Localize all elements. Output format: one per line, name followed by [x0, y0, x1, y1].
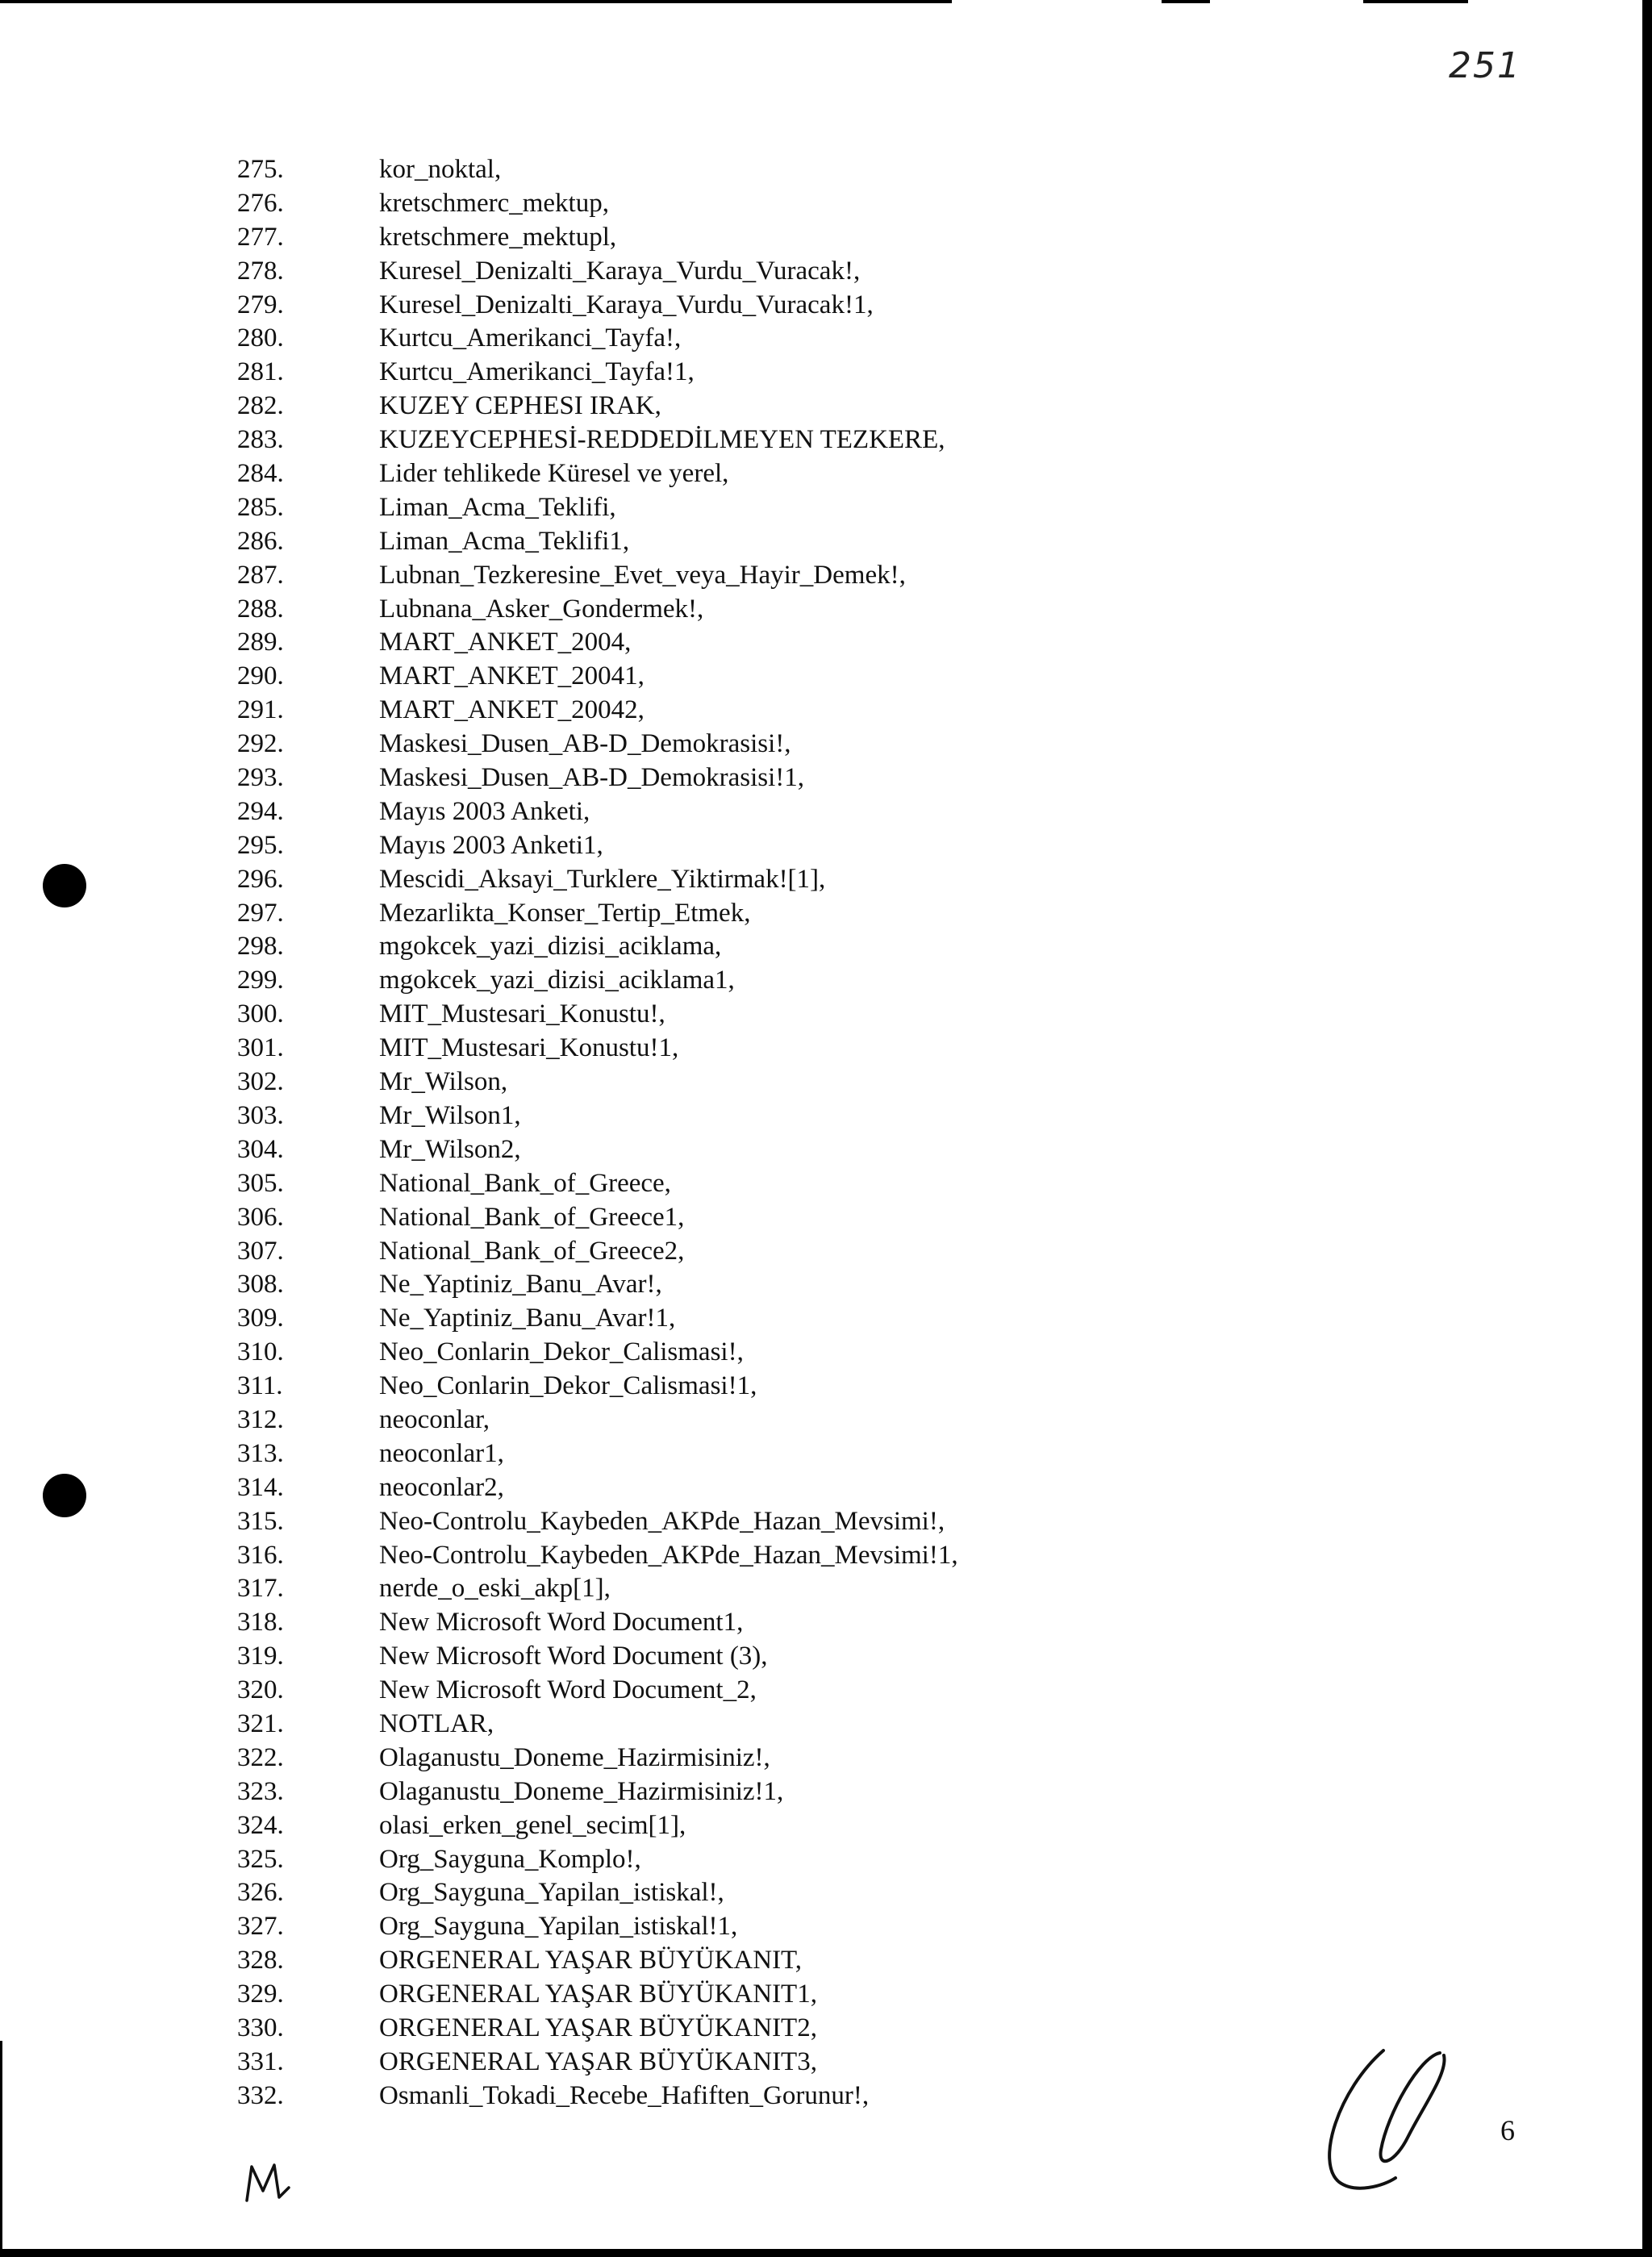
item-number: 313.	[237, 1438, 284, 1468]
item-number: 326.	[237, 1878, 284, 1908]
file-name-list	[0, 153, 1371, 2113]
item-text: ORGENERAL YAŞAR BÜYÜKANIT3,	[379, 2046, 817, 2076]
list-item	[0, 2080, 1371, 2113]
item-number: 304.	[237, 1134, 284, 1164]
item-text: New Microsoft Word Document_2,	[379, 1675, 757, 1705]
item-number: 308.	[237, 1270, 284, 1300]
item-number: 292.	[237, 729, 284, 759]
item-text: Neo_Conlarin_Dekor_Calismasi!1,	[379, 1371, 757, 1401]
list-item	[0, 1742, 1371, 1775]
list-item	[0, 559, 1371, 593]
signature-mark	[1307, 2041, 1468, 2202]
item-text: Mayıs 2003 Anketi,	[379, 796, 590, 826]
item-number: 287.	[237, 560, 284, 590]
item-text: Ne_Yaptiniz_Banu_Avar!,	[379, 1270, 662, 1300]
item-number: 295.	[237, 830, 284, 860]
item-number: 303.	[237, 1100, 284, 1130]
list-item	[0, 626, 1371, 660]
list-item	[0, 863, 1371, 897]
item-number: 294.	[237, 796, 284, 826]
item-number: 286.	[237, 526, 284, 556]
item-number: 315.	[237, 1506, 284, 1536]
item-number: 280.	[237, 323, 284, 353]
initials-mark	[242, 2159, 315, 2207]
list-item	[0, 1640, 1371, 1674]
item-text: mgokcek_yazi_dizisi_aciklama1,	[379, 966, 735, 995]
item-text: National_Bank_of_Greece2,	[379, 1236, 685, 1266]
item-text: Maskesi_Dusen_AB-D_Demokrasisi!,	[379, 729, 791, 759]
item-number: 289.	[237, 628, 284, 657]
item-number: 291.	[237, 695, 284, 725]
list-item	[0, 660, 1371, 694]
item-text: Kurtcu_Amerikanci_Tayfa!,	[379, 323, 682, 353]
item-text: neoconlar,	[379, 1404, 490, 1434]
item-number: 324.	[237, 1810, 284, 1840]
item-number: 316.	[237, 1540, 284, 1570]
list-item	[0, 390, 1371, 423]
item-number: 309.	[237, 1304, 284, 1333]
item-number: 302.	[237, 1067, 284, 1097]
item-number: 284.	[237, 459, 284, 489]
list-item	[0, 1809, 1371, 1843]
list-item	[0, 255, 1371, 289]
list-item	[0, 1133, 1371, 1167]
item-number: 276.	[237, 188, 284, 218]
item-text: Neo-Controlu_Kaybeden_AKPde_Hazan_Mevsimi!,	[379, 1506, 945, 1536]
item-number: 307.	[237, 1236, 284, 1266]
list-item	[0, 1606, 1371, 1640]
list-item	[0, 356, 1371, 390]
item-text: Mr_Wilson,	[379, 1067, 508, 1097]
list-item	[0, 1539, 1371, 1573]
item-number: 285.	[237, 492, 284, 522]
item-text: Olaganustu_Doneme_Hazirmisiniz!,	[379, 1742, 770, 1772]
item-number: 314.	[237, 1472, 284, 1502]
list-item	[0, 1775, 1371, 1809]
item-text: Mayıs 2003 Anketi1,	[379, 830, 603, 860]
list-item	[0, 1167, 1371, 1201]
list-item	[0, 1336, 1371, 1370]
item-number: 283.	[237, 425, 284, 455]
item-text: mgokcek_yazi_dizisi_aciklama,	[379, 932, 722, 962]
item-text: KUZEY CEPHESI IRAK,	[379, 391, 661, 421]
item-text: National_Bank_of_Greece1,	[379, 1202, 685, 1232]
list-item	[0, 1370, 1371, 1404]
item-number: 288.	[237, 594, 284, 624]
item-number: 290.	[237, 661, 284, 691]
list-item	[0, 1876, 1371, 1910]
item-text: NOTLAR,	[379, 1708, 494, 1738]
item-number: 332.	[237, 2080, 284, 2110]
item-text: MIT_Mustesari_Konustu!,	[379, 999, 665, 1029]
item-number: 320.	[237, 1675, 284, 1705]
list-item	[0, 930, 1371, 964]
item-text: kretschmere_mektupl,	[379, 222, 617, 252]
scan-edge-bottom	[0, 2249, 1652, 2257]
list-item	[0, 289, 1371, 323]
list-item	[0, 187, 1371, 221]
handwritten-page-number: 251	[1449, 45, 1521, 86]
list-item	[0, 795, 1371, 829]
list-item	[0, 491, 1371, 525]
item-number: 305.	[237, 1168, 284, 1198]
item-number: 318.	[237, 1608, 284, 1637]
list-item	[0, 829, 1371, 863]
list-item	[0, 1944, 1371, 1978]
item-text: New Microsoft Word Document1,	[379, 1608, 744, 1637]
item-number: 300.	[237, 999, 284, 1029]
item-text: KUZEYCEPHESİ-REDDEDİLMEYEN TEZKERE,	[379, 425, 945, 455]
item-text: nerde_o_eski_akp[1],	[379, 1574, 611, 1604]
item-text: Org_Sayguna_Yapilan_istiskal!,	[379, 1878, 724, 1908]
item-number: 293.	[237, 763, 284, 793]
scan-edge-top	[1162, 0, 1210, 3]
item-number: 297.	[237, 898, 284, 928]
list-item	[0, 457, 1371, 491]
list-item	[0, 998, 1371, 1032]
list-item	[0, 897, 1371, 931]
item-text: MART_ANKET_2004,	[379, 628, 632, 657]
list-item	[0, 1843, 1371, 1877]
list-item	[0, 1910, 1371, 1944]
item-number: 299.	[237, 966, 284, 995]
item-text: MART_ANKET_20041,	[379, 661, 645, 691]
list-item	[0, 1674, 1371, 1708]
item-text: Mescidi_Aksayi_Turklere_Yiktirmak![1],	[379, 864, 826, 894]
item-number: 301.	[237, 1033, 284, 1063]
list-item	[0, 423, 1371, 457]
item-number: 328.	[237, 1946, 284, 1975]
item-number: 296.	[237, 864, 284, 894]
item-number: 330.	[237, 2013, 284, 2042]
item-text: Kurtcu_Amerikanci_Tayfa!1,	[379, 357, 695, 387]
item-text: Kuresel_Denizalti_Karaya_Vurdu_Vuracak!,	[379, 256, 861, 286]
list-item	[0, 694, 1371, 728]
item-text: Lubnana_Asker_Gondermek!,	[379, 594, 704, 624]
item-text: Org_Sayguna_Yapilan_istiskal!1,	[379, 1912, 738, 1942]
item-text: Lider tehlikede Küresel ve yerel,	[379, 459, 729, 489]
item-text: Liman_Acma_Teklifi1,	[379, 526, 630, 556]
item-text: Neo_Conlarin_Dekor_Calismasi!,	[379, 1337, 744, 1367]
list-item	[0, 1978, 1371, 2012]
item-text: Osmanli_Tokadi_Recebe_Hafiften_Gorunur!,	[379, 2080, 870, 2110]
scan-edge-right	[1642, 0, 1652, 2257]
list-item	[0, 221, 1371, 255]
item-text: Ne_Yaptiniz_Banu_Avar!1,	[379, 1304, 676, 1333]
item-number: 298.	[237, 932, 284, 962]
item-number: 327.	[237, 1912, 284, 1942]
item-text: Lubnan_Tezkeresine_Evet_veya_Hayir_Demek!,	[379, 560, 906, 590]
item-number: 329.	[237, 1980, 284, 2009]
item-text: Kuresel_Denizalti_Karaya_Vurdu_Vuracak!1,	[379, 290, 874, 319]
item-text: Mr_Wilson2,	[379, 1134, 521, 1164]
item-number: 321.	[237, 1708, 284, 1738]
list-item	[0, 1437, 1371, 1471]
item-number: 331.	[237, 2046, 284, 2076]
item-text: New Microsoft Word Document (3),	[379, 1642, 768, 1671]
list-item	[0, 1099, 1371, 1133]
list-item	[0, 1201, 1371, 1235]
item-text: kretschmerc_mektup,	[379, 188, 609, 218]
item-number: 281.	[237, 357, 284, 387]
item-text: neoconlar2,	[379, 1472, 504, 1502]
list-item	[0, 2046, 1371, 2080]
item-number: 306.	[237, 1202, 284, 1232]
scan-edge-top	[0, 0, 952, 3]
item-text: ORGENERAL YAŞAR BÜYÜKANIT2,	[379, 2013, 817, 2042]
item-text: Mezarlikta_Konser_Tertip_Etmek,	[379, 898, 751, 928]
item-number: 279.	[237, 290, 284, 319]
item-number: 317.	[237, 1574, 284, 1604]
item-text: kor_noktal,	[379, 155, 502, 184]
item-text: Neo-Controlu_Kaybeden_AKPde_Hazan_Mevsimi!1,	[379, 1540, 958, 1570]
item-text: MIT_Mustesari_Konustu!1,	[379, 1033, 679, 1063]
item-text: National_Bank_of_Greece,	[379, 1168, 671, 1198]
list-item	[0, 1708, 1371, 1742]
list-item	[0, 1404, 1371, 1437]
list-item	[0, 1471, 1371, 1505]
list-item	[0, 1505, 1371, 1539]
item-text: Mr_Wilson1,	[379, 1100, 521, 1130]
item-text: MART_ANKET_20042,	[379, 695, 645, 725]
list-item	[0, 1032, 1371, 1066]
item-number: 319.	[237, 1642, 284, 1671]
scan-edge-top	[1363, 0, 1468, 3]
item-number: 312.	[237, 1404, 284, 1434]
list-item	[0, 1268, 1371, 1302]
page-number: 6	[1500, 2114, 1515, 2146]
item-text: ORGENERAL YAŞAR BÜYÜKANIT,	[379, 1946, 803, 1975]
item-text: ORGENERAL YAŞAR BÜYÜKANIT1,	[379, 1980, 817, 2009]
list-item	[0, 1302, 1371, 1336]
item-number: 311.	[237, 1371, 283, 1401]
list-item	[0, 1572, 1371, 1606]
item-text: neoconlar1,	[379, 1438, 504, 1468]
item-number: 282.	[237, 391, 284, 421]
item-text: Org_Sayguna_Komplo!,	[379, 1844, 641, 1874]
list-item	[0, 2012, 1371, 2046]
item-number: 310.	[237, 1337, 284, 1367]
list-item	[0, 593, 1371, 627]
list-item	[0, 964, 1371, 998]
item-number: 325.	[237, 1844, 284, 1874]
item-number: 323.	[237, 1776, 284, 1806]
item-text: olasi_erken_genel_secim[1],	[379, 1810, 686, 1840]
item-number: 322.	[237, 1742, 284, 1772]
list-item	[0, 728, 1371, 761]
list-item	[0, 322, 1371, 356]
item-number: 275.	[237, 155, 284, 184]
item-text: Maskesi_Dusen_AB-D_Demokrasisi!1,	[379, 763, 805, 793]
list-item	[0, 1235, 1371, 1269]
item-text: Olaganustu_Doneme_Hazirmisiniz!1,	[379, 1776, 784, 1806]
list-item	[0, 525, 1371, 559]
list-item	[0, 761, 1371, 795]
item-text: Liman_Acma_Teklifi,	[379, 492, 616, 522]
list-item	[0, 153, 1371, 187]
item-number: 278.	[237, 256, 284, 286]
list-item	[0, 1066, 1371, 1099]
item-number: 277.	[237, 222, 284, 252]
